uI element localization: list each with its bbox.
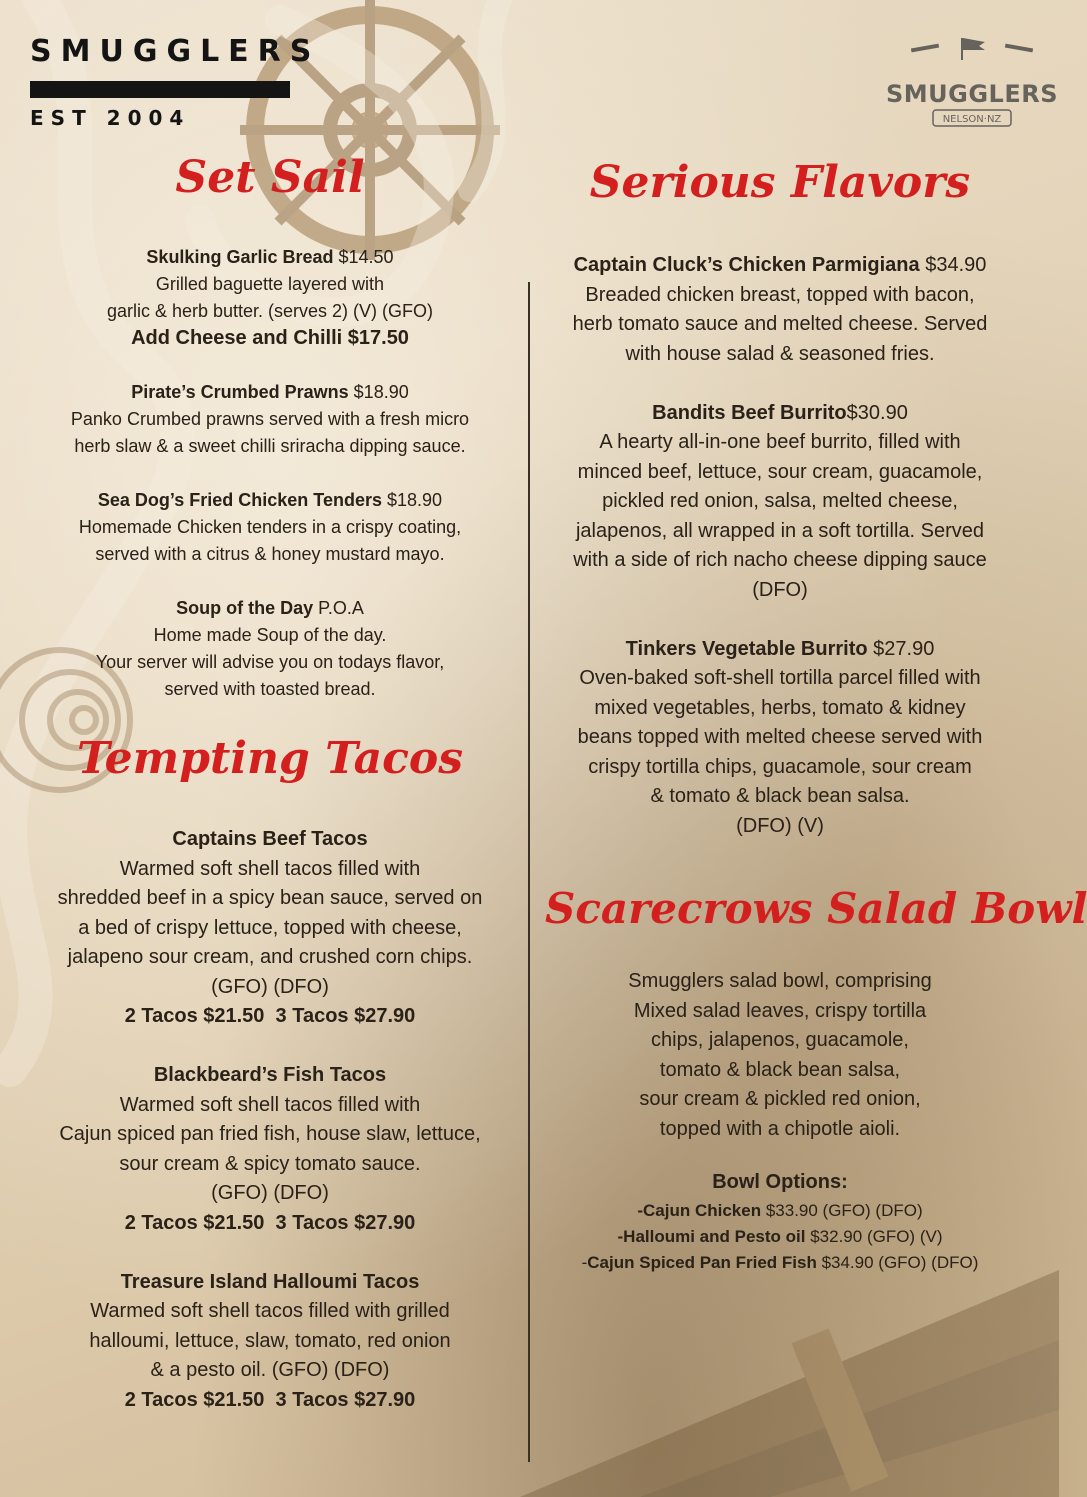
tacos-title: Tempting Tacos (76, 733, 464, 784)
logo-text: SMUGGLERS (885, 80, 1059, 108)
menu-item-halloumi-tacos: Treasure Island Halloumi Tacos Warmed soft shell tacos filled with grilled halloumi, lettuce, slaw, tomato, red onion & a pesto oil. (GFO) (DFO) 2 Tacos $21.50 3 Tacos $27.90 (89, 1270, 451, 1411)
bowl-options-title: Bowl Options: (712, 1171, 848, 1193)
add-on-line: Add Cheese and Chilli $17.50 (131, 327, 409, 349)
column-divider (528, 282, 530, 1462)
menu-item-beef-tacos: Captains Beef Tacos Warmed soft shell tacos filled with shredded beef in a spicy bean sauce, served on a bed of crispy lettuce, topped with cheese, jalapeno sour cream, and crushed corn chips. (GFO) (DFO) 2 Tacos $21.50 3 Tacos $27.90 (57, 828, 483, 1027)
menu-item-beef-burrito: Bandits Beef Burrito$30.90 A hearty all-in-one beef burrito, filled with minced beef, lettuce, sour cream, guacamole, pickled red onion, salsa, melted cheese, jalapenos, all wrapped in a soft tortilla. Served with a side of rich nacho cheese dipping sauce (DFO) (573, 401, 987, 601)
set-sail-title: Set Sail (175, 152, 365, 203)
menu-item-fish-tacos: Blackbeard’s Fish Tacos Warmed soft shell tacos filled with Cajun spiced pan fried fish, house slaw, lettuce, sour cream & spicy tomato sauce. (GFO) (DFO) 2 Tacos $21.50 3 Tacos $27.90 (59, 1064, 481, 1234)
logo-sub: NELSON·NZ (942, 114, 1002, 125)
menu-item-chicken-tenders: Sea Dog’s Fried Chicken Tenders $18.90 Homemade Chicken tenders in a crispy coating, served with a citrus & honey mustard mayo. (78, 490, 462, 564)
menu-item-prawns: Pirate’s Crumbed Prawns $18.90 Panko Crumbed prawns served with a fresh micro herb slaw & a sweet chilli sriracha dipping sauce. (70, 382, 470, 456)
menu-item-garlic-bread: Skulking Garlic Bread $14.50 Grilled baguette layered with garlic & herb butter. (serves 2) (V) (GFO) Add Cheese and Chilli $17.50 (30, 244, 510, 352)
smugglers-logo (885, 34, 1059, 134)
salad-description: Smugglers salad bowl, comprising Mixed salad leaves, crispy tortilla chips, jalapenos, guacamole, tomato & black bean salsa, sour cream & pickled red onion, topped with a chipotle aioli. (628, 970, 932, 1140)
right-column (545, 155, 1087, 1276)
serious-flavors-title: Serious Flavors (589, 157, 971, 208)
bowl-option-cajun-fish: -Cajun Spiced Pan Fried Fish $34.90 (GFO) (DFO) (581, 1252, 979, 1272)
menu-item-chicken-parmigiana: Captain Cluck’s Chicken Parmigiana $34.90 Breaded chicken breast, topped with bacon, herb tomato sauce and melted cheese. Served with house salad & seasoned fries. (572, 254, 988, 365)
brand-est: EST 2004 (30, 106, 191, 130)
bowl-option-halloumi: -Halloumi and Pesto oil $32.90 (GFO) (V) (617, 1226, 943, 1246)
menu-item-vegetable-burrito: Tinkers Vegetable Burrito $27.90 Oven-baked soft-shell tortilla parcel filled with mixed vegetables, herbs, tomato & kidney beans topped with melted cheese served with crispy tortilla chips, guacamole, sour cream & tomato & black bean salsa. (DFO) (V) (577, 637, 983, 837)
bowl-option-cajun-chicken: -Cajun Chicken $33.90 (GFO) (DFO) (637, 1200, 923, 1220)
salad-bowl-title: Scarecrows Salad Bowl (545, 884, 1087, 933)
left-column (30, 150, 510, 1415)
menu-item-soup: Soup of the Day P.O.A Home made Soup of the day. Your server will advise you on todays flavor, served with toasted bread. (95, 598, 445, 699)
brand-name: SMUGGLERS (30, 34, 321, 69)
brand-block (30, 34, 320, 130)
brand-bar (30, 81, 290, 98)
